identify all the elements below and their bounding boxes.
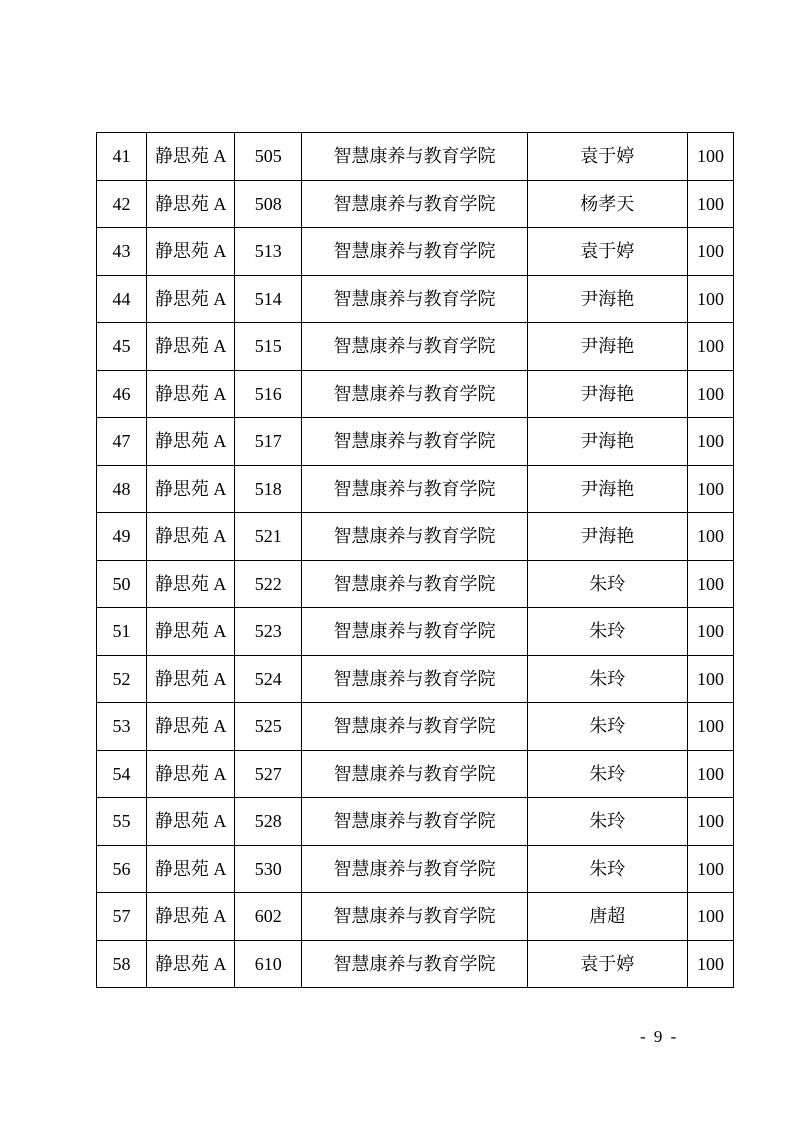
counselor-name-cell: 朱玲 bbox=[527, 750, 687, 798]
college-cell: 智慧康养与教育学院 bbox=[302, 370, 527, 418]
score-cell: 100 bbox=[687, 370, 733, 418]
score-cell: 100 bbox=[687, 893, 733, 941]
room-number-cell: 516 bbox=[235, 370, 302, 418]
college-cell: 智慧康养与教育学院 bbox=[302, 560, 527, 608]
row-number-cell: 56 bbox=[97, 845, 147, 893]
room-number-cell: 527 bbox=[235, 750, 302, 798]
college-cell: 智慧康养与教育学院 bbox=[302, 893, 527, 941]
room-number-cell: 610 bbox=[235, 940, 302, 988]
score-cell: 100 bbox=[687, 418, 733, 466]
building-cell: 静思苑 A bbox=[147, 180, 235, 228]
college-cell: 智慧康养与教育学院 bbox=[302, 513, 527, 561]
table-row bbox=[97, 703, 734, 751]
building-cell: 静思苑 A bbox=[147, 133, 235, 181]
counselor-name-cell: 尹海艳 bbox=[527, 513, 687, 561]
room-number-cell: 528 bbox=[235, 798, 302, 846]
room-number-cell: 521 bbox=[235, 513, 302, 561]
college-cell: 智慧康养与教育学院 bbox=[302, 275, 527, 323]
college-cell: 智慧康养与教育学院 bbox=[302, 180, 527, 228]
counselor-name-cell: 袁于婷 bbox=[527, 940, 687, 988]
table-row bbox=[97, 798, 734, 846]
counselor-name-cell: 尹海艳 bbox=[527, 418, 687, 466]
score-cell: 100 bbox=[687, 513, 733, 561]
room-number-cell: 514 bbox=[235, 275, 302, 323]
counselor-name-cell: 尹海艳 bbox=[527, 323, 687, 371]
college-cell: 智慧康养与教育学院 bbox=[302, 323, 527, 371]
dormitory-score-table bbox=[96, 132, 734, 988]
building-cell: 静思苑 A bbox=[147, 940, 235, 988]
room-number-cell: 508 bbox=[235, 180, 302, 228]
building-cell: 静思苑 A bbox=[147, 370, 235, 418]
score-cell: 100 bbox=[687, 560, 733, 608]
score-cell: 100 bbox=[687, 180, 733, 228]
college-cell: 智慧康养与教育学院 bbox=[302, 940, 527, 988]
table-body bbox=[97, 133, 734, 988]
score-cell: 100 bbox=[687, 655, 733, 703]
table-row bbox=[97, 370, 734, 418]
counselor-name-cell: 袁于婷 bbox=[527, 133, 687, 181]
row-number-cell: 42 bbox=[97, 180, 147, 228]
building-cell: 静思苑 A bbox=[147, 798, 235, 846]
table-row bbox=[97, 133, 734, 181]
building-cell: 静思苑 A bbox=[147, 893, 235, 941]
page-number: - 9 - bbox=[640, 1027, 679, 1046]
counselor-name-cell: 朱玲 bbox=[527, 845, 687, 893]
counselor-name-cell: 尹海艳 bbox=[527, 465, 687, 513]
table-row bbox=[97, 940, 734, 988]
building-cell: 静思苑 A bbox=[147, 513, 235, 561]
row-number-cell: 53 bbox=[97, 703, 147, 751]
score-cell: 100 bbox=[687, 845, 733, 893]
room-number-cell: 517 bbox=[235, 418, 302, 466]
table-row bbox=[97, 180, 734, 228]
row-number-cell: 54 bbox=[97, 750, 147, 798]
room-number-cell: 522 bbox=[235, 560, 302, 608]
counselor-name-cell: 尹海艳 bbox=[527, 275, 687, 323]
row-number-cell: 41 bbox=[97, 133, 147, 181]
table-row bbox=[97, 560, 734, 608]
building-cell: 静思苑 A bbox=[147, 750, 235, 798]
table-row bbox=[97, 513, 734, 561]
row-number-cell: 44 bbox=[97, 275, 147, 323]
college-cell: 智慧康养与教育学院 bbox=[302, 465, 527, 513]
row-number-cell: 51 bbox=[97, 608, 147, 656]
row-number-cell: 49 bbox=[97, 513, 147, 561]
building-cell: 静思苑 A bbox=[147, 608, 235, 656]
counselor-name-cell: 杨孝天 bbox=[527, 180, 687, 228]
score-cell: 100 bbox=[687, 940, 733, 988]
building-cell: 静思苑 A bbox=[147, 560, 235, 608]
college-cell: 智慧康养与教育学院 bbox=[302, 703, 527, 751]
score-cell: 100 bbox=[687, 798, 733, 846]
table-row bbox=[97, 750, 734, 798]
counselor-name-cell: 尹海艳 bbox=[527, 370, 687, 418]
college-cell: 智慧康养与教育学院 bbox=[302, 608, 527, 656]
score-cell: 100 bbox=[687, 465, 733, 513]
room-number-cell: 513 bbox=[235, 228, 302, 276]
counselor-name-cell: 朱玲 bbox=[527, 560, 687, 608]
row-number-cell: 58 bbox=[97, 940, 147, 988]
room-number-cell: 515 bbox=[235, 323, 302, 371]
room-number-cell: 523 bbox=[235, 608, 302, 656]
score-cell: 100 bbox=[687, 750, 733, 798]
building-cell: 静思苑 A bbox=[147, 418, 235, 466]
row-number-cell: 46 bbox=[97, 370, 147, 418]
college-cell: 智慧康养与教育学院 bbox=[302, 133, 527, 181]
college-cell: 智慧康养与教育学院 bbox=[302, 845, 527, 893]
counselor-name-cell: 朱玲 bbox=[527, 703, 687, 751]
college-cell: 智慧康养与教育学院 bbox=[302, 655, 527, 703]
table-row bbox=[97, 323, 734, 371]
building-cell: 静思苑 A bbox=[147, 845, 235, 893]
counselor-name-cell: 唐超 bbox=[527, 893, 687, 941]
score-cell: 100 bbox=[687, 228, 733, 276]
table-row bbox=[97, 608, 734, 656]
row-number-cell: 55 bbox=[97, 798, 147, 846]
row-number-cell: 57 bbox=[97, 893, 147, 941]
table-row bbox=[97, 845, 734, 893]
counselor-name-cell: 朱玲 bbox=[527, 798, 687, 846]
college-cell: 智慧康养与教育学院 bbox=[302, 228, 527, 276]
room-number-cell: 525 bbox=[235, 703, 302, 751]
counselor-name-cell: 朱玲 bbox=[527, 655, 687, 703]
building-cell: 静思苑 A bbox=[147, 275, 235, 323]
room-number-cell: 602 bbox=[235, 893, 302, 941]
college-cell: 智慧康养与教育学院 bbox=[302, 750, 527, 798]
room-number-cell: 530 bbox=[235, 845, 302, 893]
table-row bbox=[97, 275, 734, 323]
table-row bbox=[97, 655, 734, 703]
score-cell: 100 bbox=[687, 703, 733, 751]
row-number-cell: 43 bbox=[97, 228, 147, 276]
room-number-cell: 524 bbox=[235, 655, 302, 703]
table-row bbox=[97, 228, 734, 276]
table-row bbox=[97, 893, 734, 941]
room-number-cell: 518 bbox=[235, 465, 302, 513]
building-cell: 静思苑 A bbox=[147, 228, 235, 276]
score-cell: 100 bbox=[687, 133, 733, 181]
counselor-name-cell: 袁于婷 bbox=[527, 228, 687, 276]
counselor-name-cell: 朱玲 bbox=[527, 608, 687, 656]
building-cell: 静思苑 A bbox=[147, 655, 235, 703]
college-cell: 智慧康养与教育学院 bbox=[302, 798, 527, 846]
score-cell: 100 bbox=[687, 323, 733, 371]
score-cell: 100 bbox=[687, 275, 733, 323]
college-cell: 智慧康养与教育学院 bbox=[302, 418, 527, 466]
building-cell: 静思苑 A bbox=[147, 465, 235, 513]
row-number-cell: 47 bbox=[97, 418, 147, 466]
room-number-cell: 505 bbox=[235, 133, 302, 181]
table-row bbox=[97, 465, 734, 513]
building-cell: 静思苑 A bbox=[147, 323, 235, 371]
row-number-cell: 48 bbox=[97, 465, 147, 513]
row-number-cell: 45 bbox=[97, 323, 147, 371]
row-number-cell: 50 bbox=[97, 560, 147, 608]
building-cell: 静思苑 A bbox=[147, 703, 235, 751]
row-number-cell: 52 bbox=[97, 655, 147, 703]
table-row bbox=[97, 418, 734, 466]
score-cell: 100 bbox=[687, 608, 733, 656]
